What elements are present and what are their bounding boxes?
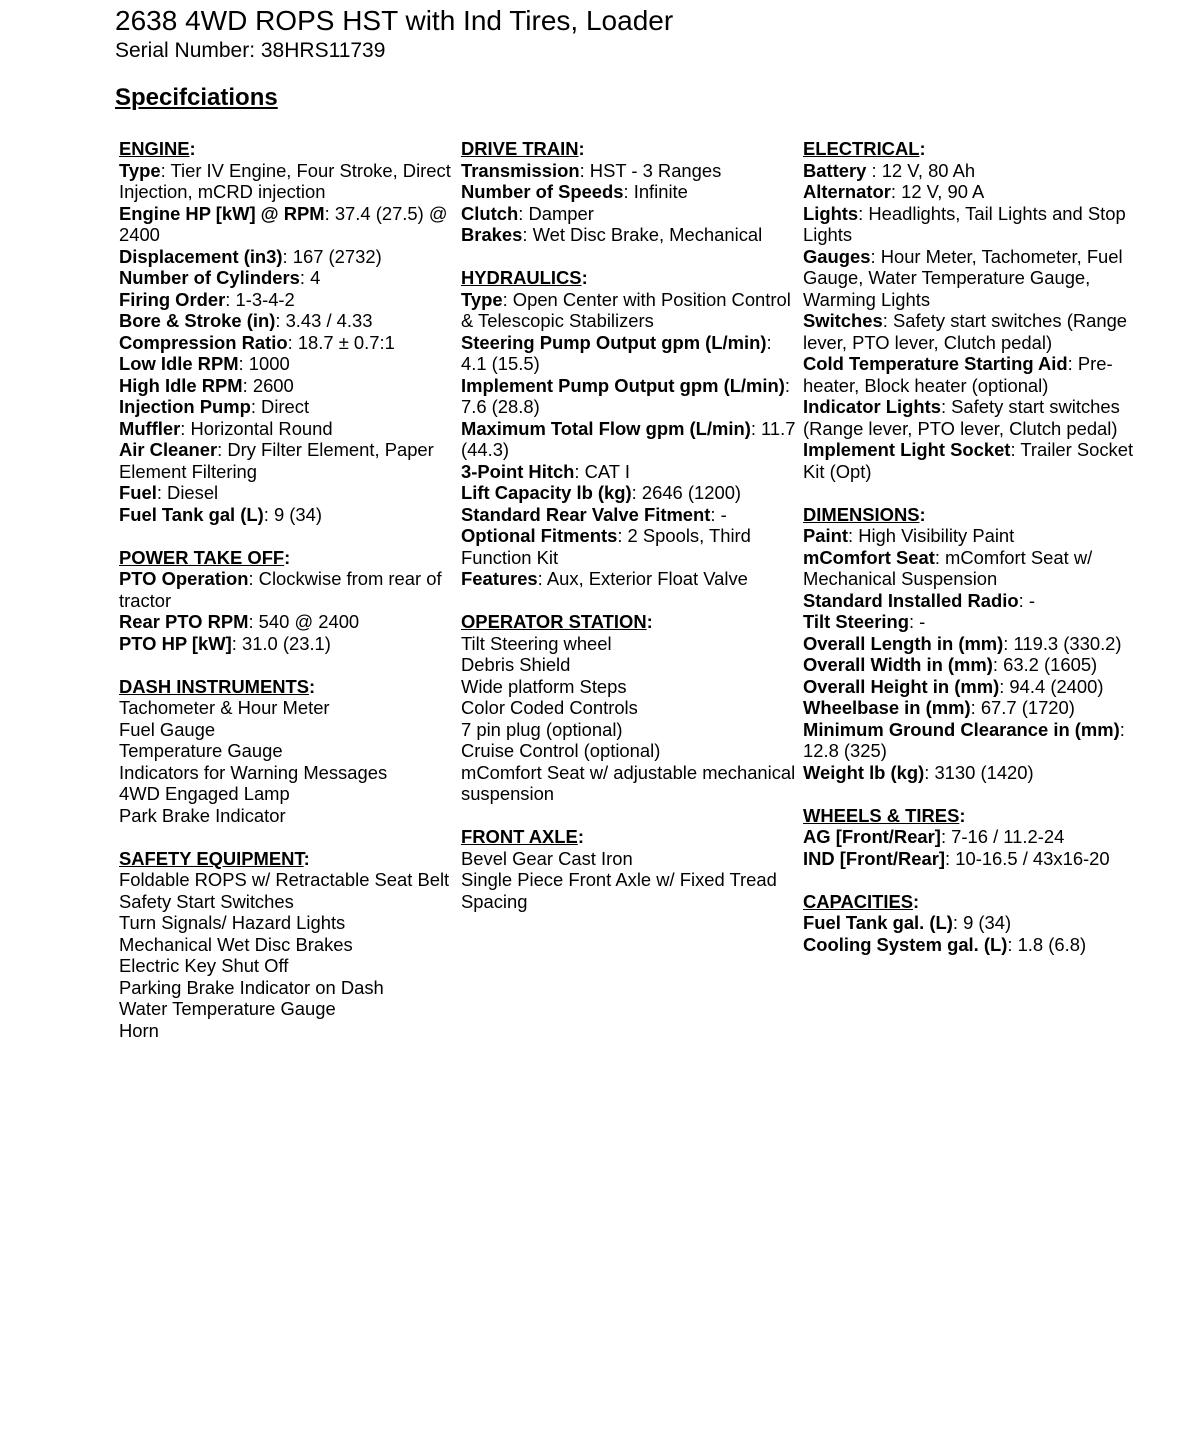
spec-line [461, 869, 801, 912]
spec-value: Debris Shield [461, 654, 571, 675]
spec-line [119, 375, 459, 397]
spec-key: Implement Light Socket [803, 439, 1011, 460]
section-title: WHEELS & TIRES: [803, 804, 966, 826]
spec-value: : 67.7 (1720) [970, 697, 1075, 718]
spec-line [461, 418, 801, 461]
section-dash-instruments [119, 676, 459, 827]
spec-value: : 94.4 (2400) [999, 675, 1104, 697]
spec-line [461, 203, 801, 225]
spec-key: Cold Temperature Starting Aid [803, 353, 1068, 374]
spec-value: : 3130 (1420) [924, 761, 1034, 783]
spec-key: PTO HP [kW] [119, 632, 232, 654]
section-title: HYDRAULICS: [461, 267, 588, 288]
section-title-text: SAFETY EQUIPMENT [119, 847, 304, 869]
spec-value: Horn [119, 1019, 159, 1041]
section-title: SAFETY EQUIPMENT: [119, 847, 310, 869]
spec-line [119, 418, 459, 440]
section-title: DRIVE TRAIN: [461, 138, 585, 159]
spec-line [803, 310, 1148, 353]
spec-line [119, 203, 459, 246]
spec-value: Tilt Steering wheel [461, 632, 612, 654]
section-dimensions [803, 504, 1148, 784]
section-title: DIMENSIONS: [803, 503, 926, 525]
spec-value: : Trailer Socket Kit (Opt) [803, 439, 1134, 482]
spec-key: Gauges [803, 245, 871, 267]
spec-line [803, 396, 1148, 439]
spec-key: Brakes [461, 224, 523, 245]
spec-value: Wide platform Steps [461, 675, 627, 697]
spec-value: : Hour Meter, Tachometer, Fuel Gauge, Water Temperature Gauge, Warming Lights [803, 245, 1123, 310]
spec-key: Cooling System gal. (L) [803, 933, 1008, 955]
spec-line [119, 998, 459, 1020]
spec-line [461, 289, 801, 332]
spec-line [119, 955, 459, 977]
spec-value: : Safety start switches (Range lever, PTO lever, Clutch pedal) [803, 310, 1128, 353]
spec-key: AG [Front/Rear] [803, 826, 941, 847]
spec-value: : Dry Filter Element, Paper Element Filtering [119, 439, 434, 482]
spec-value: : Damper [518, 202, 594, 224]
spec-value: : 9 (34) [263, 503, 323, 525]
spec-value: : mComfort Seat w/ Mechanical Suspension [803, 546, 1093, 589]
spec-line [461, 375, 801, 418]
spec-value: Park Brake Indicator [119, 804, 286, 826]
spec-line [803, 547, 1148, 590]
spec-line [461, 181, 801, 203]
spec-key: Fuel Tank gal (L) [119, 503, 264, 525]
spec-value: : - [710, 503, 727, 525]
spec-key: mComfort Seat [803, 546, 935, 568]
spec-value: : 9 (34) [952, 912, 1012, 933]
spec-value: : 540 @ 2400 [248, 611, 360, 632]
spec-line [119, 504, 459, 526]
spec-line [461, 633, 801, 655]
spec-line [119, 912, 459, 934]
spec-key: Optional Fitments [461, 525, 618, 546]
spec-value: : Direct [250, 396, 310, 417]
spec-value: : Wet Disc Brake, Mechanical [522, 224, 763, 245]
spec-value: : 1.8 (6.8) [1007, 933, 1087, 955]
spec-value: Cruise Control (optional) [461, 740, 661, 761]
spec-value: : 31.0 (23.1) [231, 632, 331, 654]
spec-value: mComfort Seat w/ adjustable mechanical suspension [461, 761, 796, 804]
spec-line [119, 762, 459, 784]
spec-value: : 1000 [238, 353, 290, 374]
spec-line [119, 869, 459, 891]
spec-key: Standard Installed Radio [803, 589, 1019, 611]
spec-line [119, 805, 459, 827]
spec-key: Injection Pump [119, 396, 251, 417]
section-electrical [803, 138, 1148, 482]
spec-key: Overall Length in (mm) [803, 632, 1004, 654]
section-wheels-tires [803, 805, 1148, 870]
spec-value: Safety Start Switches [119, 890, 294, 912]
section-title: DASH INSTRUMENTS: [119, 675, 316, 697]
spec-value: : - [908, 611, 926, 632]
spec-value: : 2600 [242, 374, 294, 396]
spec-value: : HST - 3 Ranges [579, 159, 722, 181]
spec-key: Switches [803, 310, 883, 331]
spec-value: 4WD Engaged Lamp [119, 783, 290, 804]
spec-value: : Diesel [156, 482, 219, 503]
spec-key: Overall Height in (mm) [803, 675, 1000, 697]
spec-key: Wheelbase in (mm) [803, 697, 971, 718]
spec-value: Tachometer & Hour Meter [119, 697, 330, 718]
spec-line [461, 332, 801, 375]
spec-value: Temperature Gauge [119, 740, 283, 761]
spec-value: Single Piece Front Axle w/ Fixed Tread Spacing [461, 869, 777, 912]
section-title: FRONT AXLE: [461, 826, 584, 847]
spec-line [461, 762, 801, 805]
spec-key: Engine HP [kW] @ RPM [119, 202, 325, 224]
spec-line [803, 676, 1148, 698]
spec-value: : CAT I [574, 460, 630, 482]
spec-key: Displacement (in3) [119, 245, 283, 267]
spec-value: Foldable ROPS w/ Retractable Seat Belt [119, 869, 450, 890]
spec-value: : Horizontal Round [180, 417, 333, 439]
spec-column-1 [119, 138, 459, 1063]
spec-value: Color Coded Controls [461, 697, 638, 718]
spec-line [461, 848, 801, 870]
spec-line [119, 353, 459, 375]
spec-key: Implement Pump Output gpm (L/min) [461, 374, 785, 396]
spec-key: Air Cleaner [119, 439, 218, 460]
section-capacities [803, 891, 1148, 956]
spec-value: : Tier IV Engine, Four Stroke, Direct Injection, mCRD injection [119, 159, 451, 202]
spec-value: : 1-3-4-2 [225, 288, 295, 310]
spec-key: Compression Ratio [119, 331, 288, 353]
spec-line [803, 525, 1148, 547]
spec-value: : 11.7 (44.3) [461, 417, 796, 460]
spec-value: : 12 V, 90 A [890, 181, 985, 202]
spec-line [119, 160, 459, 203]
spec-line [803, 762, 1148, 784]
spec-value: : Safety start switches (Range lever, PTO lever, Clutch pedal) [803, 396, 1120, 439]
spec-line [461, 568, 801, 590]
spec-key: Fuel Tank gal. (L) [803, 912, 953, 933]
spec-value: : Pre-heater, Block heater (optional) [803, 353, 1113, 396]
spec-value: : - [1018, 589, 1035, 611]
spec-value: : 167 (2732) [282, 245, 382, 267]
spec-line [119, 246, 459, 268]
spec-line [803, 719, 1148, 762]
spec-line [461, 697, 801, 719]
spec-key: PTO Operation [119, 568, 249, 589]
spec-value: : 7.6 (28.8) [461, 374, 790, 417]
spec-key: 3-Point Hitch [461, 460, 575, 482]
spec-line [803, 934, 1148, 956]
section-title-text: WHEELS & TIRES [803, 804, 960, 826]
spec-value: : 63.2 (1605) [992, 654, 1098, 675]
spec-line [119, 310, 459, 332]
spec-column-3 [803, 138, 1148, 977]
spec-value: : 37.4 (27.5) @ 2400 [119, 202, 448, 245]
spec-key: Clutch [461, 202, 519, 224]
spec-value: : 119.3 (330.2) [1003, 632, 1122, 654]
section-operator-station [461, 611, 801, 805]
section-title-text: FRONT AXLE [461, 826, 578, 847]
spec-key: Features [461, 568, 538, 589]
spec-key: Muffler [119, 417, 181, 439]
spec-key: Maximum Total Flow gpm (L/min) [461, 417, 751, 439]
section-title: OPERATOR STATION: [461, 611, 653, 632]
spec-line [119, 783, 459, 805]
spec-key: Battery [803, 159, 867, 181]
spec-key: Bore & Stroke (in) [119, 310, 276, 331]
spec-value: : 4 [299, 267, 321, 288]
spec-line [119, 1020, 459, 1042]
spec-line [119, 891, 459, 913]
spec-line [803, 826, 1148, 848]
spec-line [119, 396, 459, 418]
section-title-text: CAPACITIES [803, 890, 914, 912]
spec-column-2 [461, 138, 801, 934]
section-power-take-off [119, 547, 459, 655]
spec-value: : 10-16.5 / 43x16-20 [945, 847, 1110, 869]
spec-key: Tilt Steering [803, 611, 909, 632]
spec-key: Transmission [461, 159, 580, 181]
spec-value: Bevel Gear Cast Iron [461, 847, 633, 869]
spec-line [803, 353, 1148, 396]
spec-line [461, 224, 801, 246]
spec-value: Electric Key Shut Off [119, 955, 289, 976]
spec-key: Paint [803, 525, 848, 546]
spec-line [119, 977, 459, 999]
page-title: 2638 4WD ROPS HST with Ind Tires, Loader [115, 5, 674, 36]
spec-value: 7 pin plug (optional) [461, 718, 623, 740]
spec-value: : 2646 (1200) [631, 482, 742, 503]
spec-key: Minimum Ground Clearance in (mm) [803, 718, 1120, 740]
spec-value: : Infinite [623, 181, 688, 202]
section-title-text: ELECTRICAL [803, 138, 920, 159]
spec-key: Firing Order [119, 288, 226, 310]
spec-line [803, 654, 1148, 676]
spec-line [119, 697, 459, 719]
spec-line [461, 719, 801, 741]
section-title: CAPACITIES: [803, 890, 920, 912]
spec-line [461, 461, 801, 483]
spec-key: Lights [803, 202, 859, 224]
spec-line [119, 482, 459, 504]
spec-line [119, 633, 459, 655]
spec-line [119, 332, 459, 354]
spec-line [461, 482, 801, 504]
section-drive-train [461, 138, 801, 246]
section-title-text: DRIVE TRAIN [461, 138, 579, 159]
spec-line [803, 203, 1148, 246]
spec-line [119, 611, 459, 633]
spec-key: IND [Front/Rear] [803, 847, 946, 869]
spec-value: : 7-16 / 11.2-24 [940, 826, 1065, 847]
spec-value: Turn Signals/ Hazard Lights [119, 912, 346, 933]
spec-line [803, 912, 1148, 934]
specifications-heading: Specifciations [115, 84, 278, 111]
spec-key: Alternator [803, 181, 891, 202]
spec-key: Type [461, 288, 503, 310]
section-title: ENGINE: [119, 138, 196, 159]
spec-value: Water Temperature Gauge [119, 998, 336, 1019]
section-title-text: DIMENSIONS [803, 503, 920, 525]
spec-key: Rear PTO RPM [119, 611, 249, 632]
spec-value: Mechanical Wet Disc Brakes [119, 933, 353, 955]
spec-value: : 4.1 (15.5) [461, 331, 772, 374]
spec-key: Overall Width in (mm) [803, 654, 993, 675]
section-title: POWER TAKE OFF: [119, 546, 291, 568]
spec-line [119, 568, 459, 611]
spec-value: : 12 V, 80 Ah [866, 159, 976, 181]
spec-key: Steering Pump Output gpm (L/min) [461, 331, 767, 353]
spec-value: : 18.7 ± 0.7:1 [287, 331, 395, 353]
spec-value: Parking Brake Indicator on Dash [119, 976, 384, 998]
spec-line [803, 633, 1148, 655]
spec-value: Indicators for Warning Messages [119, 761, 388, 783]
spec-line [461, 504, 801, 526]
spec-line [803, 181, 1148, 203]
spec-line [461, 654, 801, 676]
section-title-text: DASH INSTRUMENTS [119, 675, 310, 697]
section-front-axle [461, 826, 801, 912]
spec-key: High Idle RPM [119, 374, 243, 396]
spec-key: Low Idle RPM [119, 353, 239, 374]
spec-line [461, 525, 801, 568]
section-engine [119, 138, 459, 525]
spec-value: : 3.43 / 4.33 [275, 310, 373, 331]
spec-line [803, 439, 1148, 482]
spec-value: : Clockwise from rear of tractor [119, 568, 442, 611]
spec-line [461, 676, 801, 698]
spec-line [803, 611, 1148, 633]
spec-value: : 12.8 (325) [803, 718, 1125, 761]
spec-key: Weight lb (kg) [803, 761, 925, 783]
spec-line [119, 740, 459, 762]
spec-line [461, 740, 801, 762]
spec-value: : Open Center with Position Control & Telescopic Stabilizers [461, 288, 791, 331]
spec-key: Standard Rear Valve Fitment [461, 503, 711, 525]
spec-value: : High Visibility Paint [847, 525, 1015, 546]
section-title: ELECTRICAL: [803, 138, 926, 159]
spec-key: Fuel [119, 482, 157, 503]
spec-line [119, 289, 459, 311]
spec-value: : Headlights, Tail Lights and Stop Lights [803, 202, 1126, 245]
spec-value: Fuel Gauge [119, 718, 216, 740]
spec-key: Number of Speeds [461, 181, 624, 202]
section-title-text: POWER TAKE OFF [119, 546, 285, 568]
spec-line [119, 267, 459, 289]
section-title-text: HYDRAULICS [461, 267, 582, 288]
spec-line [461, 160, 801, 182]
spec-value: : Aux, Exterior Float Valve [537, 568, 748, 589]
spec-line [803, 160, 1148, 182]
spec-line [803, 848, 1148, 870]
spec-line [803, 246, 1148, 311]
serial-number: Serial Number: 38HRS11739 [115, 39, 386, 62]
spec-line [119, 719, 459, 741]
spec-key: Number of Cylinders [119, 267, 300, 288]
spec-line [803, 697, 1148, 719]
section-safety-equipment [119, 848, 459, 1042]
spec-key: Type [119, 159, 161, 181]
spec-line [803, 590, 1148, 612]
section-title-text: ENGINE [119, 138, 190, 159]
spec-value: : 2 Spools, Third Function Kit [461, 525, 751, 568]
spec-key: Lift Capacity lb (kg) [461, 482, 632, 503]
section-title-text: OPERATOR STATION [461, 611, 647, 632]
spec-key: Indicator Lights [803, 396, 941, 417]
spec-line [119, 934, 459, 956]
spec-line [119, 439, 459, 482]
section-hydraulics [461, 267, 801, 590]
